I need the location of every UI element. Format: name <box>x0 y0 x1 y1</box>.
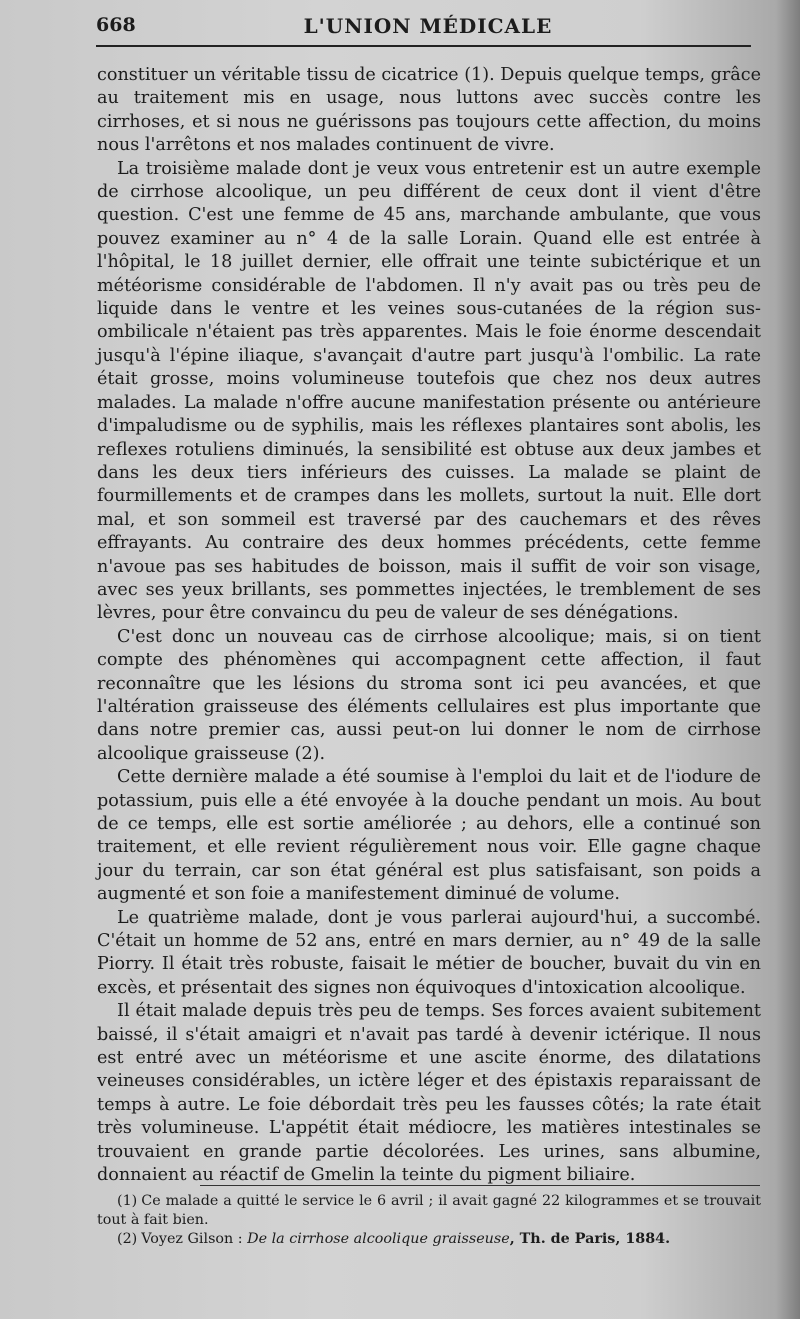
footnote-2 <box>97 1230 761 1249</box>
footnote-2-suffix: , Th. de Paris, 1884. <box>509 1231 671 1247</box>
footnote-2-prefix: Voyez Gilson : <box>141 1231 248 1247</box>
paragraph-1: constituer un véritable tissu de cicatrice (1). Depuis quelque temps, grâce au traitement mis en usage, nous luttons avec succès contre les cirrhoses, et si nous ne guérissons pas toujours cette affection, du moins nous l'arrêtons et nos malades continuent de vivre. <box>97 65 761 156</box>
footnote-1 <box>97 1192 761 1230</box>
paragraph-4: Cette dernière malade a été soumise à l'emploi du lait et de l'iodure de potassium, puis elle a été envoyée à la douche pendant un mois. Au bout de ce temps, elle est sortie améliorée ; au dehors, elle a continué son traitement, et elle revient régulièrement nous voir. Elle gagne chaque jour du terrain, car son état général est plus satisfaisant, son poids a augmenté et son foie a manifestement diminué de volume. <box>97 767 761 905</box>
paragraph-5: Le quatrième malade, dont je vous parlerai aujourd'hui, a succombé. C'était un homme de 52 ans, entré en mars dernier, au n° 49 de la salle Piorry. Il était très robuste, faisait le métier de boucher, buvait du vin en excès, et présentait des signes non équivoques d'intoxication alcoolique. <box>97 907 761 998</box>
footnote-2-title: De la cirrhose alcoolique graisseuse <box>247 1231 510 1247</box>
header-rule <box>96 45 751 47</box>
body-text <box>97 64 761 1188</box>
footnote-1-number: (1) <box>117 1193 138 1209</box>
page-number: 668 <box>96 14 136 36</box>
footnote-2-number: (2) <box>117 1231 138 1247</box>
running-title: L'UNION MÉDICALE <box>303 14 553 38</box>
paragraph-6: Il était malade depuis très peu de temps. Ses forces avaient subitement baissé, il s'était amaigri et n'avait pas tardé à devenir ictérique. Il nous est entré avec un météorisme et une ascite énorme, des dilatations veineuses considérables, un ictère léger et des épistaxis reparaissant de temps à autre. Le foie débordait très peu les fausses côtés; la rate était très volumineuse. L'appétit était médiocre, les matières intestinales se trouvaient en grande partie décolorées. Les urines, sans albumine, donnaient au réactif de Gmelin la teinte du pigment biliaire. <box>97 1001 761 1186</box>
paragraph-3: C'est donc un nouveau cas de cirrhose alcoolique; mais, si on tient compte des phénomènes qui accompagnent cette affection, il faut reconnaître que les lésions du stroma sont ici peu avancées, et que l'altération graisseuse des éléments cellulaires est plus importante que dans notre premier cas, aussi peut-on lui donner le nom de cirrhose alcoolique graisseuse (2). <box>97 626 761 764</box>
paragraph-2: La troisième malade dont je veux vous entretenir est un autre exemple de cirrhose alcoolique, un peu différent de ceux dont il vient d'être question. C'est une femme de 45 ans, marchande ambulante, que vous pouvez examiner au n° 4 de la salle Lorain. Quand elle est entrée à l'hôpital, le 18 juillet dernier, elle offrait une teinte subictérique et un météorisme considérable de l'abdomen. Il n'y avait pas ou très peu de liquide dans le ventre et les veines sous-cutanées de la région sus-ombilicale n'étaient pas très apparentes. Mais le foie énorme descendait jusqu'à l'épine iliaque, s'avançait d'autre part jusqu'à l'ombilic. La rate était grosse, moins volumineuse toutefois que chez nos deux autres malades. La malade n'offre aucune manifestation présente ou antérieure d'impaludisme ou de syphilis, mais les réflexes plantaires sont abolis, les reflexes rotuliens diminués, la sensibilité est obtuse aux deux jambes et dans les deux tiers inférieurs des cuisses. La malade se plaint de fourmillements et de crampes dans les mollets, surtout la nuit. Elle dort mal, et son sommeil est traversé par des cauchemars et des rêves effrayants. Au contraire des deux hommes précédents, cette femme n'avoue pas ses habitudes de boisson, mais il suffit de voir son visage, avec ses yeux brillants, ses pommettes injectées, le tremblement de ses lèvres, pour être convaincu du peu de valeur de ses dénégations. <box>97 158 761 624</box>
page-header <box>96 14 760 42</box>
footnote-1-text: Ce malade a quitté le service le 6 avril ; il avait gagné 22 kilogrammes et se trouvait tout à fait bien. <box>97 1193 761 1228</box>
footnotes <box>97 1192 761 1249</box>
footnote-rule <box>200 1185 760 1186</box>
